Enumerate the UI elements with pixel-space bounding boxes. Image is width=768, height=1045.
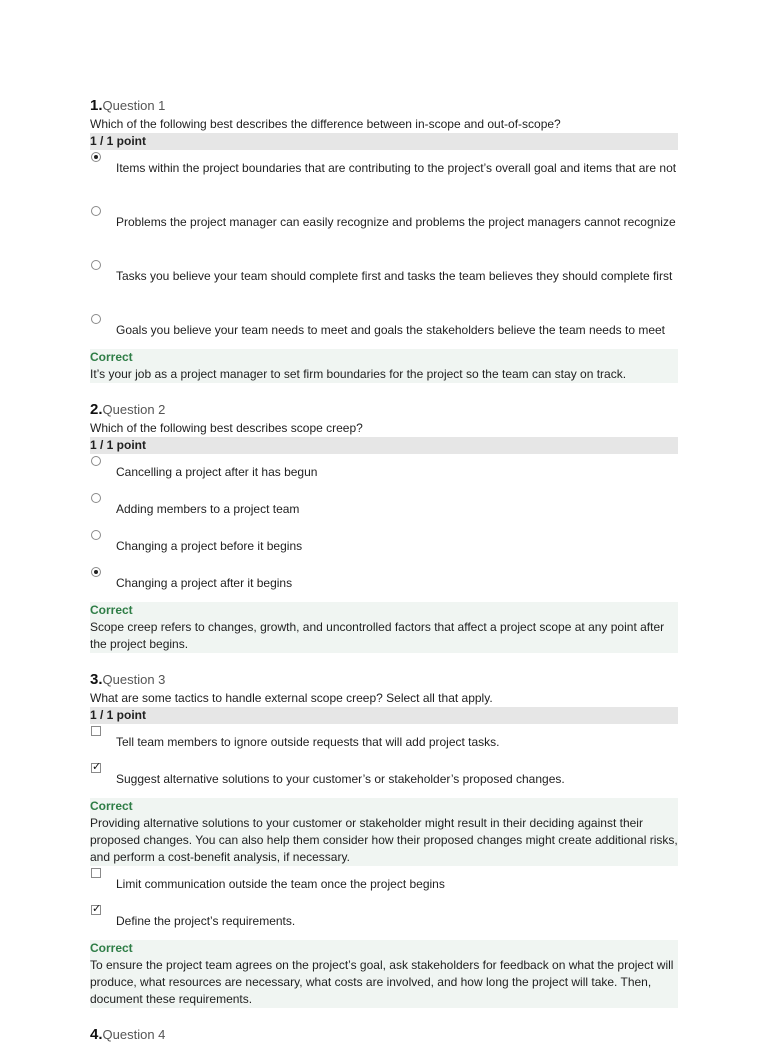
quiz-content [90, 96, 678, 1045]
option-label: Tell team members to ignore outside requests that will add project tasks. [116, 735, 500, 749]
checkbox-checked-icon[interactable] [91, 905, 101, 915]
question-3 [90, 670, 678, 1008]
score-bar: 1 / 1 point [90, 133, 678, 150]
question-label: Question 1 [102, 98, 166, 113]
feedback-title: Correct [90, 799, 133, 813]
option-label: Cancelling a project after it has begun [116, 465, 318, 479]
answer-option[interactable] [90, 204, 678, 258]
answer-option[interactable] [90, 312, 678, 349]
feedback-box [90, 602, 678, 653]
feedback-text: To ensure the project team agrees on the project’s goal, ask stakeholders for feedback on what the project will produce, what resources are necessary, what costs are involved, and how long the project will take. Then, document these requirements. [90, 958, 674, 1006]
question-header [90, 400, 678, 420]
radio-icon[interactable] [91, 530, 101, 540]
radio-selected-icon[interactable] [91, 152, 101, 162]
option-label: Suggest alternative solutions to your customer’s or stakeholder’s proposed changes. [116, 772, 565, 786]
question-number: 4. [90, 1026, 103, 1043]
question-1 [90, 96, 678, 383]
option-label: Adding members to a project team [116, 502, 300, 516]
answer-option[interactable] [90, 903, 678, 940]
answer-option[interactable] [90, 258, 678, 312]
answer-option[interactable] [90, 866, 678, 903]
feedback-title: Correct [90, 941, 133, 955]
answer-option[interactable] [90, 150, 678, 204]
answer-option[interactable] [90, 454, 678, 491]
question-header [90, 96, 678, 116]
feedback-text: Scope creep refers to changes, growth, and uncontrolled factors that affect a project scope at any point after the project begins. [90, 620, 665, 651]
radio-icon[interactable] [91, 456, 101, 466]
option-label: Limit communication outside the team once the project begins [116, 877, 445, 891]
answer-option[interactable] [90, 528, 678, 565]
feedback-box [90, 349, 678, 383]
radio-icon[interactable] [91, 206, 101, 216]
feedback-title: Correct [90, 350, 133, 364]
score-bar: 1 / 1 point [90, 707, 678, 724]
option-label: Goals you believe your team needs to meet and goals the stakeholders believe the team needs to meet [116, 323, 665, 337]
score-bar: 1 / 1 point [90, 437, 678, 454]
question-label: Question 3 [102, 672, 166, 687]
checkbox-icon[interactable] [91, 726, 101, 736]
radio-icon[interactable] [91, 260, 101, 270]
question-label: Question 4 [102, 1027, 166, 1042]
question-text: What are some tactics to handle external scope creep? Select all that apply. [90, 691, 493, 705]
question-4 [90, 1025, 678, 1045]
answer-option[interactable] [90, 724, 678, 761]
feedback-box [90, 940, 678, 1008]
feedback-text: Providing alternative solutions to your customer or stakeholder might result in their deciding against their proposed changes. You can also help them consider how their proposed changes might create additional risks, and perform a cost-benefit analysis, if necessary. [90, 816, 678, 864]
answer-option[interactable] [90, 491, 678, 528]
option-label: Define the project’s requirements. [116, 914, 296, 928]
option-label: Items within the project boundaries that are contributing to the project’s overall goal and items that are not [116, 161, 677, 175]
question-number: 3. [90, 671, 103, 688]
radio-icon[interactable] [91, 493, 101, 503]
question-label: Question 2 [102, 402, 166, 417]
feedback-title: Correct [90, 603, 133, 617]
radio-icon[interactable] [91, 314, 101, 324]
question-header [90, 670, 678, 690]
question-text: Which of the following best describes the difference between in-scope and out-of-scope? [90, 117, 561, 131]
question-number: 1. [90, 97, 103, 114]
question-2 [90, 400, 678, 653]
question-header [90, 1025, 678, 1045]
option-label: Changing a project before it begins [116, 539, 303, 553]
answer-option[interactable] [90, 565, 678, 602]
feedback-text: It’s your job as a project manager to set firm boundaries for the project so the team can stay on track. [90, 367, 627, 381]
option-label: Changing a project after it begins [116, 576, 293, 590]
option-label: Tasks you believe your team should complete first and tasks the team believes they should complete first [116, 269, 673, 283]
question-text: Which of the following best describes scope creep? [90, 421, 363, 435]
radio-selected-icon[interactable] [91, 567, 101, 577]
answer-option[interactable] [90, 761, 678, 798]
checkbox-checked-icon[interactable] [91, 763, 101, 773]
feedback-box [90, 798, 678, 866]
checkbox-icon[interactable] [91, 868, 101, 878]
option-label: Problems the project manager can easily recognize and problems the project managers cannot recognize [116, 215, 676, 229]
question-number: 2. [90, 401, 103, 418]
